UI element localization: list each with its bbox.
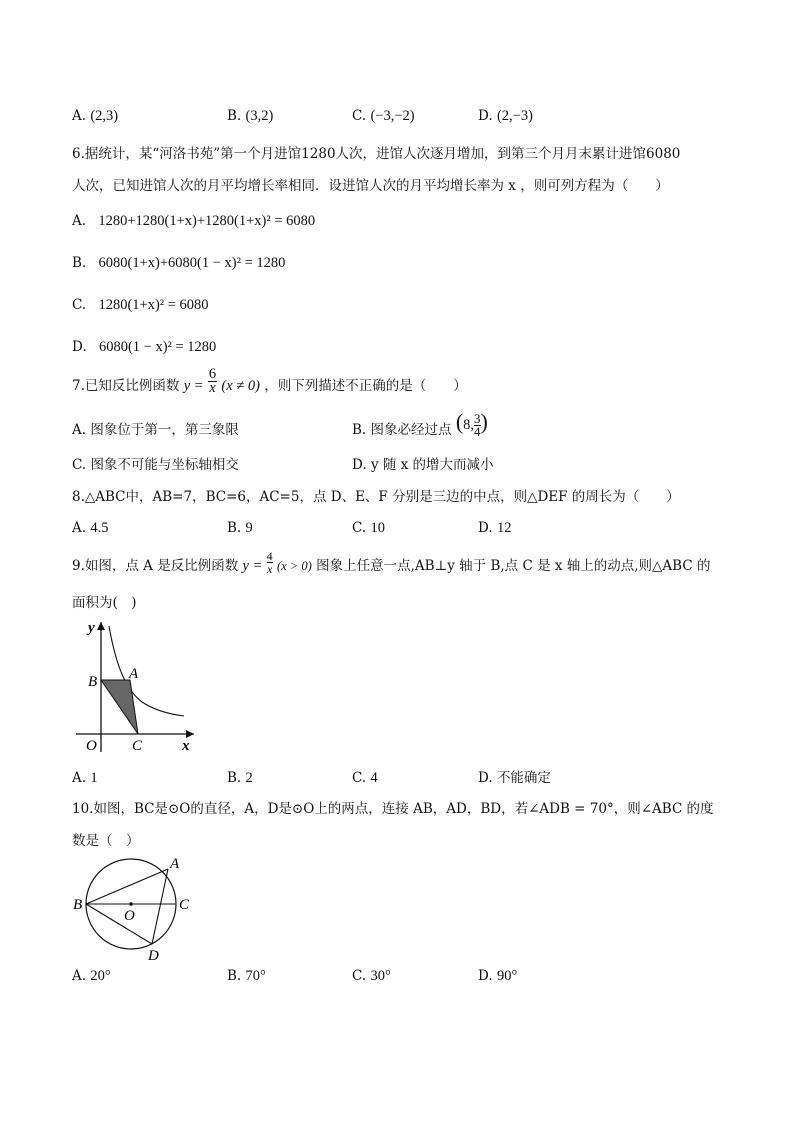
label-b: B bbox=[88, 674, 98, 690]
q9-option-b bbox=[227, 768, 253, 788]
q10-option-b bbox=[227, 966, 266, 986]
q9-stem bbox=[72, 549, 711, 576]
label-a: A bbox=[129, 666, 139, 682]
fraction-denominator: x bbox=[267, 562, 273, 576]
option-text: 70° bbox=[245, 968, 266, 984]
q8-option-c bbox=[352, 518, 385, 538]
q5-option-d bbox=[478, 106, 533, 126]
option-letter: D. bbox=[478, 968, 493, 984]
q7-suffix: ，则下列描述不正确的是（ ） bbox=[264, 378, 467, 394]
option-text: y 随 x 的增大而减小 bbox=[370, 457, 494, 473]
option-text: 图象不可能与坐标轴相交 bbox=[90, 457, 239, 473]
q10-option-d bbox=[478, 966, 517, 986]
center-point bbox=[129, 902, 133, 906]
q6-option-a bbox=[72, 211, 315, 231]
q7-func-lhs: y = bbox=[183, 378, 204, 394]
option-letter: C. bbox=[352, 770, 367, 786]
fraction-denominator: 4 bbox=[474, 423, 481, 439]
option-text: 10 bbox=[370, 520, 385, 536]
q5-option-c bbox=[352, 106, 415, 126]
chord-ab bbox=[86, 869, 168, 904]
option-letter: C. bbox=[352, 108, 367, 124]
option-letter: C. bbox=[352, 520, 367, 536]
option-letter: B. bbox=[227, 108, 242, 124]
label-o: O bbox=[124, 908, 135, 924]
q7-prefix: 7.已知反比例函数 bbox=[72, 378, 180, 394]
option-text: (3,2) bbox=[245, 108, 274, 124]
q7-domain: (x ≠ 0) bbox=[221, 378, 260, 394]
point-x: 8, bbox=[463, 416, 475, 433]
option-letter: D. bbox=[352, 457, 367, 473]
option-letter: C. bbox=[72, 297, 87, 313]
option-letter: D. bbox=[478, 108, 493, 124]
y-axis-arrow bbox=[97, 622, 105, 630]
option-text: 2 bbox=[245, 770, 253, 786]
option-text: (2,3) bbox=[90, 108, 119, 124]
label-a: A bbox=[170, 856, 180, 872]
fraction-numerator: 6 bbox=[208, 366, 217, 382]
option-letter: A. bbox=[72, 520, 87, 536]
option-text: 图象必经过点 bbox=[370, 422, 452, 438]
option-letter: A. bbox=[72, 213, 87, 229]
option-text: 12 bbox=[496, 520, 512, 536]
option-text: 4.5 bbox=[90, 520, 109, 536]
option-letter: D. bbox=[478, 770, 493, 786]
q8-option-d bbox=[478, 518, 511, 538]
option-text: (2,−3) bbox=[496, 108, 533, 124]
x-axis-arrow bbox=[186, 730, 194, 738]
q7-stem bbox=[72, 366, 467, 396]
q5-option-a bbox=[72, 106, 118, 126]
q10-option-a bbox=[72, 966, 111, 986]
option-letter: B. bbox=[227, 520, 242, 536]
q5-option-b bbox=[227, 106, 273, 126]
fraction-numerator: 4 bbox=[266, 549, 273, 563]
q7-option-a bbox=[72, 420, 239, 440]
q6-stem-line2: 人次，已知进馆人次的月平均增长率相同．设进馆人次的月平均增长率为 x ，则可列方程为（ ） bbox=[72, 178, 669, 194]
option-text: (−3,−2) bbox=[370, 108, 415, 124]
q9-option-d bbox=[478, 768, 551, 788]
q9-fraction bbox=[267, 550, 273, 575]
q9-domain: (x > 0) bbox=[276, 559, 312, 573]
option-letter: B. bbox=[72, 255, 87, 271]
option-letter: B. bbox=[227, 770, 242, 786]
q8-option-b bbox=[227, 518, 253, 538]
option-text: 6080(1+x)+6080(1 − x)² = 1280 bbox=[98, 255, 286, 271]
option-letter: C. bbox=[352, 968, 367, 984]
fraction-numerator: 3 bbox=[474, 410, 481, 426]
label-c: C bbox=[179, 897, 190, 913]
option-letter: C. bbox=[72, 457, 87, 473]
option-letter: A. bbox=[72, 770, 87, 786]
q9-stem-line2: 面积为( ) bbox=[72, 595, 137, 611]
q6-option-d bbox=[72, 337, 216, 357]
q6-option-c bbox=[72, 295, 209, 315]
fraction-denominator: x bbox=[209, 380, 216, 396]
q10-option-c bbox=[352, 966, 391, 986]
q7-option-d bbox=[352, 455, 494, 475]
option-text: 30° bbox=[370, 968, 391, 984]
option-text: 4 bbox=[370, 770, 378, 786]
q7-fraction bbox=[208, 368, 217, 395]
label-y: y bbox=[88, 620, 95, 636]
q10-stem-line1: 10.如图，BC是⊙O的直径，A，D是⊙O上的两点，连接 AB，AD，BD，若∠ADB = 70°，则∠ABC 的度 bbox=[72, 801, 714, 817]
q9-option-a bbox=[72, 768, 98, 788]
option-text: 不能确定 bbox=[496, 770, 551, 786]
q9-func-lhs: y = bbox=[242, 558, 263, 574]
triangle-abc bbox=[101, 680, 138, 734]
q7-option-c bbox=[72, 455, 239, 475]
option-letter: D. bbox=[72, 339, 87, 355]
label-c: C bbox=[132, 738, 143, 754]
option-text: 1280+1280(1+x)+1280(1+x)² = 6080 bbox=[98, 213, 316, 229]
q7-option-b bbox=[352, 408, 488, 440]
option-letter: B. bbox=[352, 422, 367, 438]
q10-figure bbox=[70, 852, 200, 964]
option-text: 90° bbox=[496, 968, 518, 984]
option-letter: A. bbox=[72, 422, 87, 438]
option-letter: D. bbox=[478, 520, 493, 536]
q9-prefix: 9.如图，点 A 是反比例函数 bbox=[72, 558, 239, 574]
label-b: B bbox=[73, 897, 83, 913]
label-x: x bbox=[182, 738, 190, 754]
point-8-3-4: (8, $\frac{3}{4}$ ) bbox=[455, 408, 488, 439]
option-letter: A. bbox=[72, 108, 87, 124]
q6-stem-line1: 6.据统计，某“河洛书苑”第一个月进馆1280人次，进馆人次逐月增加，到第三个月月末累计进馆6080 bbox=[72, 146, 681, 162]
option-text: 1280(1+x)² = 6080 bbox=[98, 297, 209, 313]
option-letter: A. bbox=[72, 968, 87, 984]
label-o: O bbox=[86, 738, 97, 754]
option-letter: B. bbox=[227, 968, 242, 984]
q9-figure bbox=[72, 616, 202, 756]
option-text: 9 bbox=[245, 520, 253, 536]
option-text: 6080(1 − x)² = 1280 bbox=[98, 339, 217, 355]
q9-suffix: 图象上任意一点,AB⊥y 轴于 B,点 C 是 x 轴上的动点,则△ABC 的 bbox=[316, 558, 711, 574]
q6-option-b bbox=[72, 253, 285, 273]
chord-bd bbox=[86, 904, 152, 944]
q8-stem: 8.△ABC中，AB=7，BC=6，AC=5，点 D、E、F 分别是三边的中点，则△DEF 的周长为（ ） bbox=[72, 489, 680, 505]
q10-stem-line2: 数是（ ） bbox=[72, 833, 140, 849]
label-d: D bbox=[148, 948, 159, 964]
option-text: 1 bbox=[90, 770, 98, 786]
option-text: 20° bbox=[90, 968, 111, 984]
option-text: 图象位于第一，第三象限 bbox=[90, 422, 239, 438]
q8-option-a bbox=[72, 518, 108, 538]
q9-option-c bbox=[352, 768, 378, 788]
